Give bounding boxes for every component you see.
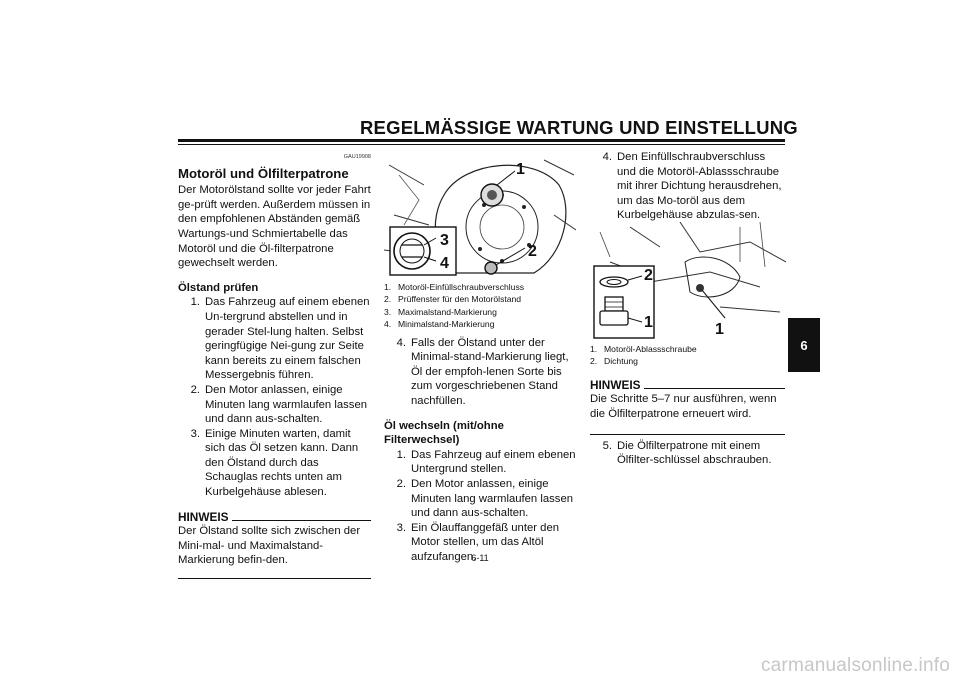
note-end-rule <box>590 434 785 435</box>
chapter-tab: 6 <box>788 318 820 372</box>
note-heading: HINWEIS <box>178 510 371 525</box>
list-item: 5. Die Ölfilterpatrone mit einem Ölfilter-schlüssel abschrauben. <box>602 439 772 467</box>
section-code: GAU19908 <box>343 154 371 160</box>
intro-paragraph: Der Motorölstand sollte vor jeder Fahrt ge-prüft werden. Außerdem müssen in den empfohlenen Abständen gemäß Wartungs-und Schmiertabelle das Motoröl und die Öl-filterpatrone gewechselt werden. <box>178 184 371 270</box>
list-item: 1. Das Fahrzeug auf einem ebenen Untergrund stellen. <box>396 448 576 476</box>
list-item: 2. Den Motor anlassen, einige Minuten lang warmlaufen lassen und dann aus-schalten. <box>396 477 574 520</box>
list-item: 3. Ein Ölauffanggefäß unter den Motor stellen, um das Altöl aufzufangen. <box>396 521 560 563</box>
oil-filler-figure <box>384 155 576 277</box>
caption-item: 1. Motoröl-Ablassschraube <box>590 344 697 354</box>
caption-item: 2. Dichtung <box>590 356 638 367</box>
figure-captions <box>384 281 579 331</box>
list-item: 1. Das Fahrzeug auf einem ebenen Un-tergrund abstellen und in gerader Stel-lung halten. Selbst geringfügige Nei-gung zur Seite kann bereits zu einem falschen Messergebnis führen. <box>190 296 370 382</box>
left-column <box>178 150 371 579</box>
caption-item: 2. Prüffenster für den Motorölstand <box>384 294 522 305</box>
note-heading: HINWEIS <box>590 378 785 393</box>
note-end-rule <box>178 578 371 579</box>
note-text: Die Schritte 5–7 nur ausführen, wenn die Ölfilterpatrone erneuert wird. <box>590 393 777 420</box>
caption-item: 4. Minimalstand-Markierung <box>384 319 495 330</box>
page-number: 6-11 <box>471 553 489 563</box>
list-item: 4. Falls der Ölstand unter der Minimal-stand-Markierung liegt, Öl der empfoh-lenen Sorte bis zum vorgeschriebenen Stand nachfüllen. <box>396 336 569 407</box>
page-header-title: REGELMÄSSIGE WARTUNG UND EINSTELLUNG <box>360 117 798 138</box>
header-rule-thin <box>178 144 785 145</box>
figure-label-2: 2 <box>644 267 653 284</box>
figure-label-1: 1 <box>516 161 525 178</box>
list-item: 4. Den Einfüllschraubverschluss und die Motoröl-Ablassschraube mit ihrer Dichtung herausdrehen, um das Mo-toröl aus dem Kurbelgehäuse abzulas-sen. <box>602 151 782 222</box>
list-item: 3. Einige Minuten warten, damit sich das Öl setzen kann. Dann den Ölstand durch das Schauglas rechts unten am Kurbelgehäuse ablesen. <box>190 427 359 499</box>
caption-item: 1. Motoröl-Einfüllschraubverschluss <box>384 282 525 292</box>
figure-label-2: 2 <box>528 243 537 260</box>
list-item: 2. Den Motor anlassen, einige Minuten lang warmlaufen lassen und dann aus-schalten. <box>190 383 368 426</box>
figure-label-4: 4 <box>440 255 449 272</box>
watermark: carmanualsonline.info <box>760 655 950 676</box>
note-text: Der Ölstand sollte sich zwischen der Mini-mal- und Maximalstand-Markierung befin-den. <box>178 525 361 567</box>
figure-label-3: 3 <box>440 232 449 249</box>
figure-label-1b: 1 <box>715 321 724 338</box>
subheading-oil-check: Ölstand prüfen <box>178 281 259 294</box>
drain-bolt-figure <box>590 222 786 340</box>
right-column-bottom <box>590 343 785 468</box>
caption-item: 3. Maximalstand-Markierung <box>384 306 497 317</box>
header-rule <box>178 139 785 142</box>
section-heading: Motoröl und Ölfilterpatrone <box>178 165 349 181</box>
figure-captions <box>590 343 785 368</box>
right-column-top <box>590 150 786 223</box>
subheading-oil-change: Öl wechseln (mit/ohne Filterwechsel) <box>384 419 504 447</box>
figure-label-1: 1 <box>644 314 653 331</box>
middle-column <box>384 281 579 565</box>
